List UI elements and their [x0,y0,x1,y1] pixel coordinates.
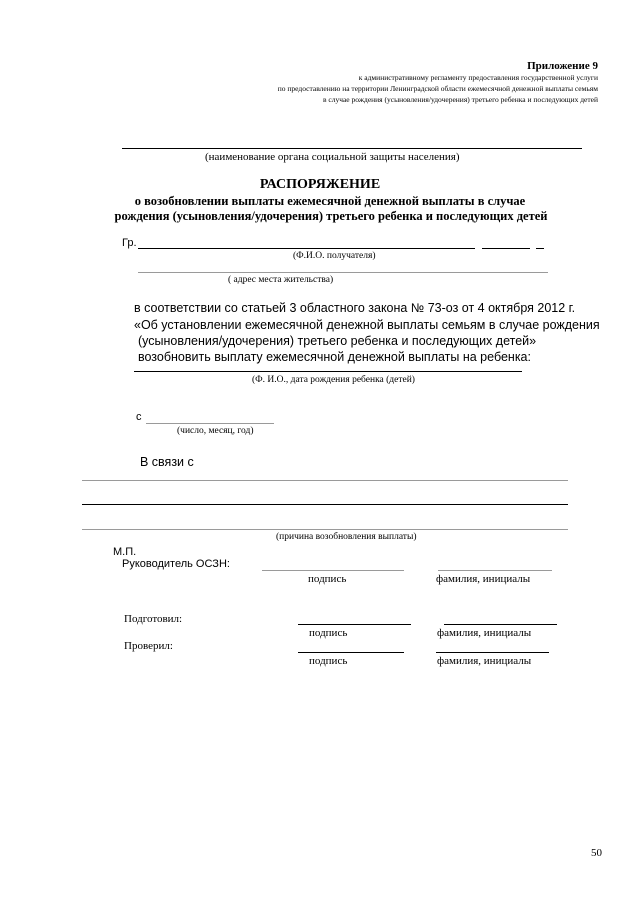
document-subtitle-1: о возобновлении выплаты ежемесячной денежной выплаты в случае [134,194,526,208]
appendix-line-3: в случае рождения (усыновления/удочерения) третьего ребенка и последующих детей [322,95,598,104]
address-line [138,272,548,273]
date-prefix: с [136,411,142,423]
child-info-caption: (Ф. И.О., дата рождения ребенка (детей) [252,375,415,385]
date-line [146,423,274,424]
reason-caption: (причина возобновления выплаты) [276,532,417,542]
recipient-fio-line [138,248,475,249]
reason-line-3 [82,529,568,530]
prepared-label: Подготовил: [124,613,183,625]
head-signature-line [262,570,404,571]
address-caption: ( адрес места жительства) [228,275,334,285]
body-line-1: в соответствии со статьей 3 областного закона № 73-оз от 4 октября 2012 г. [134,301,576,315]
reason-line-2 [82,504,568,505]
body-line-3: (усыновления/удочерения) третьего ребенка и последующих детей» [138,334,537,348]
organ-name-caption: (наименование органа социальной защиты населения) [205,151,460,163]
checked-label: Проверил: [124,640,173,652]
stamp-mark: М.П. [113,546,137,558]
appendix-line-2: по предоставлению на территории Ленинградской области ежемесячной денежной выплаты семьям [277,84,598,93]
head-name-line [438,570,552,571]
child-info-line [134,371,522,372]
organ-name-line [122,148,582,149]
body-line-2: «Об установлении ежемесячной денежной выплаты семьям в случае рождения [134,318,600,332]
body-line-4: возобновить выплату ежемесячной денежной выплаты на ребенка: [138,350,531,364]
prepared-signature-line [298,624,411,625]
appendix-title: Приложение 9 [527,60,598,72]
checked-name-line [436,652,549,653]
head-name-caption: фамилия, инициалы [436,573,531,585]
prepared-signature-caption: подпись [309,627,348,639]
recipient-fio-line-3 [536,248,544,249]
prepared-name-caption: фамилия, инициалы [437,627,532,639]
page-number: 50 [591,847,602,859]
head-label: Руководитель ОСЗН: [122,558,230,570]
prepared-name-line [444,624,557,625]
recipient-prefix: Гр. [122,237,137,249]
checked-name-caption: фамилия, инициалы [437,655,532,667]
date-caption: (число, месяц, год) [177,426,254,436]
checked-signature-line [298,652,404,653]
recipient-fio-caption: (Ф.И.О. получателя) [293,251,376,261]
reason-line-1 [82,480,568,481]
appendix-line-1: к административному регламенту предоставления государственной услуги [358,73,598,82]
recipient-fio-line-2 [482,248,530,249]
checked-signature-caption: подпись [309,655,348,667]
head-signature-caption: подпись [308,573,347,585]
document-title: РАСПОРЯЖЕНИЕ [259,177,381,192]
reason-prefix: В связи с [140,455,194,469]
document-subtitle-2: рождения (усыновления/удочерения) третьего ребенка и последующих детей [114,209,548,223]
